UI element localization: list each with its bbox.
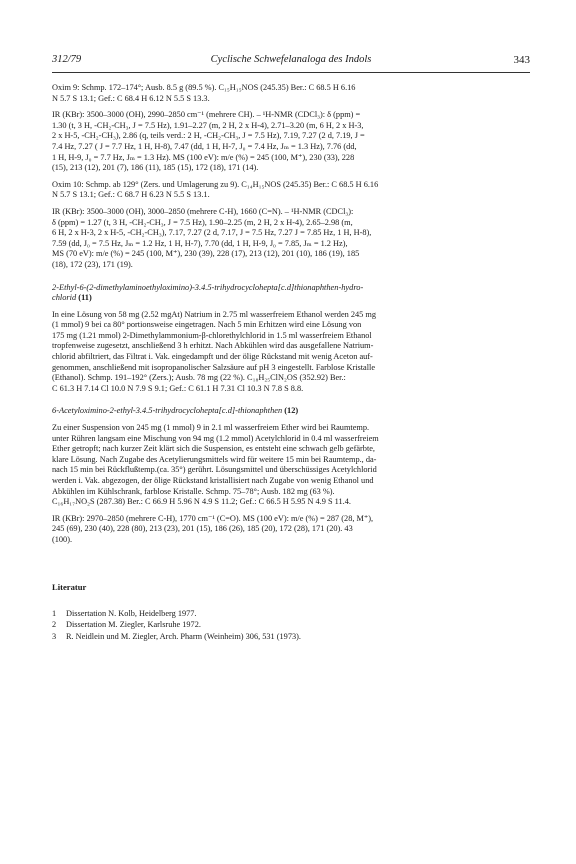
compound12-ir-line-1: IR (KBr): 2970–2850 (mehrere C-H), 1770 cm⁻¹ (C=O). MS (100 eV): m/e (%) = 287 (28, M⁺), (52, 513, 374, 523)
compound11-text-line-7: (Ethanol). Schmp. 191–192° (Zers.); Ausb. 78 mg (22 %). C₁₈H₂₅ClN₂OS (352.92) Ber.: (52, 373, 346, 383)
compound12-text-line-1: Zu einer Suspension von 245 mg (1 mmol) 9 in 2.1 ml wasserfreiem Ether wird bei Raumtemp. (52, 423, 370, 433)
compound11-text-line-4: tropfenweise zugesetzt, anschließend 3 h erhitzt. Nach Abkühlen wird das ausgefallene Natrium- (52, 341, 374, 351)
compound12-text-line-7: Abkühlen im Kühlschrank, farblose Kristalle. Schmp. 75–78°; Ausb. 182 mg (63 %). (52, 486, 335, 496)
compound12-text-line-5: nach 15 min bei Rückflußtemp.(ca. 35°) gerührt. Lösungsmittel und überschüssiges Acetylchlorid (52, 465, 377, 475)
reference-3 (52, 631, 530, 643)
compound12-title (52, 406, 530, 417)
reference-number: 2 (52, 620, 57, 630)
oxim10-ir-line-3: 6 H, 2 x H-3, 2 x H-5, -CH₂-CH₃), 7.17, 7.27 (2 d, 7.17, J = 7.5 Hz, 7.27 J = 7.85 Hz, 1 H, H-8), (52, 228, 372, 238)
reference-number: 1 (52, 608, 57, 618)
compound11-number: (11) (78, 293, 92, 303)
compound11-text-line-8: C 61.3 H 7.14 Cl 10.0 N 7.9 S 9.1; Gef.: C 61.1 H 7.31 Cl 10.3 N 7.8 S 8.8. (52, 383, 304, 393)
oxim10-ir-line-1: IR (KBr): 3500–3000 (OH), 3000–2850 (mehrere C-H), 1660 (C=N). – ¹H-NMR (CDCl₃): (52, 206, 354, 216)
oxim9-analysis-line-2: N 5.7 S 13.1; Gef.: C 68.4 H 6.12 N 5.5 S 13.3. (52, 93, 210, 103)
compound12-ir-line-3: (100). (52, 534, 73, 544)
journal-code: 312/79 (52, 54, 82, 65)
header-rule (52, 72, 530, 73)
oxim9-ir-line-1: IR (KBr): 3500–3000 (OH), 2990–2850 cm⁻¹ (mehrere CH). – ¹H-NMR (CDCl₃): δ (ppm) = (52, 110, 361, 120)
reference-number: 3 (52, 631, 57, 641)
compound12-title-text: 6-Acetyloximino-2-ethyl-3.4.5-trihydrocyclohepta[c.d]-thionaphthen (52, 406, 283, 416)
oxim9-ir-line-3: 2 x H-5, -CH₂-CH₃), 2.86 (q, teils verd.: 2 H, -CH₂-CH₃, J = 7.5 Hz), 7.19, 7.27 (2 d, 7.19, J = (52, 131, 365, 141)
compound11-text-line-3: 175 mg (1.21 mmol) 2-Dimethylammonium-β-chlorethylchlorid in 1.5 ml wasserfreiem Ethanol (52, 330, 372, 340)
compound12-text-line-8: C₁₆H₁₇NO₂S (287.38) Ber.: C 66.9 H 5.96 N 4.9 S 11.2; Gef.: C 66.5 H 5.95 N 4.9 S 11.4. (52, 497, 351, 507)
paper-page (52, 54, 530, 642)
reference-2 (52, 619, 530, 631)
oxim10-ir-line-5: MS (70 eV): m/e (%) = 245 (100, M⁺), 230 (39), 228 (17), 213 (12), 201 (10), 186 (19), 185 (52, 249, 360, 259)
compound12-text-line-3: Ether getropft; nach kurzer Zeit klärt sich die Suspension, es entsteht eine schwach gelb gefärbte, (52, 444, 376, 454)
literature-heading: Literatur (52, 581, 87, 592)
oxim10-ir-line-6: (18), 172 (23), 171 (19). (52, 259, 133, 269)
compound12-ir-line-2: 245 (69), 230 (40), 228 (80), 213 (23), 201 (15), 186 (26), 185 (20), 172 (28), 171 (20). 43 (52, 524, 353, 534)
compound11-title-line-1: 2-Ethyl-6-(2-dimethylaminoethyloximino)-3.4.5-trihydrocyclohepta[c.d]thionaphthen-hydro- (52, 282, 364, 292)
compound11-text-line-6: genommen, anschließend mit isopropanolischer Salzsäure auf pH 3 eingestellt. Farblose Kristalle (52, 362, 376, 372)
compound11-text-line-5: chlorid abfiltriert, das Filtrat i. Vak. eingedampft und der ölige Rückstand mit wenig Aceton auf- (52, 352, 373, 362)
compound11-title-line-2 (52, 293, 530, 304)
running-header (52, 54, 530, 68)
oxim9-ir-line-5: 1 H, H-9, J₀ = 7.7 Hz, Jₘ = 1.3 Hz). MS (100 eV): m/e (%) = 245 (100, M⁺), 230 (33), 228 (52, 152, 355, 162)
compound11-text-line-2: (1 mmol) 9 bei ca 80° portionsweise eingetragen. Nach 5 min Erhitzen wird eine Lösung von (52, 320, 362, 330)
reference-1 (52, 608, 530, 620)
oxim9-ir-line-2: 1.30 (t, 3 H, -CH₂-CH₃, J = 7.5 Hz), 1.91–2.27 (m, 2 H, 2 x H-4), 2.71–3.20 (m, 6 H, 2 x H-3, (52, 120, 364, 130)
compound12-text-line-2: unter Rühren langsam eine Mischung von 94 mg (1.2 mmol) Acetylchlorid in 0.4 ml wasserfreiem (52, 433, 379, 443)
oxim10-ir-line-2: δ (ppm) = 1.27 (t, 3 H, -CH₂-CH₃, J = 7.5 Hz), 1.90–2.25 (m, 2 H, 2 x H-4), 2.65–2.98 (m, (52, 217, 353, 227)
oxim9-analysis-line-1: Oxim 9: Schmp. 172–174°; Ausb. 8.5 g (89.5 %). C₁₅H₁₅NOS (245.35) Ber.: C 68.5 H 6.16 (52, 83, 356, 92)
reference-text: Dissertation N. Kolb, Heidelberg 1977. (66, 608, 197, 618)
oxim10-analysis-line-2: N 5.7 S 13.1; Gef.: C 68.7 H 6.23 N 5.5 S 13.1. (52, 190, 210, 200)
running-title: Cyclische Schwefelanaloga des Indols (210, 54, 372, 65)
reference-text: Dissertation M. Ziegler, Karlsruhe 1972. (66, 620, 201, 630)
oxim10-analysis-line-1: Oxim 10: Schmp. ab 129° (Zers. und Umlagerung zu 9). C₁₄H₁₅NOS (245.35) Ber.: C 68.5 H 6.16 (52, 179, 379, 189)
compound11-title-word: chlorid (52, 293, 77, 303)
compound11-text-line-1: In eine Lösung von 58 mg (2.52 mgAt) Natrium in 2.75 ml wasserfreiem Ethanol werden 245 mg (52, 309, 376, 319)
oxim9-ir-line-6: (15), 213 (12), 201 (7), 186 (11), 185 (15), 172 (18), 171 (14). (52, 163, 259, 173)
compound12-text-line-6: werden i. Vak. abgezogen, der ölige Rückstand kristallisiert nach Zugabe von wenig Ethanol und (52, 476, 374, 485)
oxim9-ir-line-4: 7.4 Hz, 7.27 ( J = 7.7 Hz, 1 H, H-8), 7.47 (dd, 1 H, H-7, J₀ = 7.4 Hz, Jₘ = 1.3 Hz), 7.76 (dd, (52, 141, 357, 151)
compound12-number: (12) (284, 406, 299, 416)
compound12-text-line-4: klare Lösung. Nach Zugabe des Acetylierungsmittels wird für weitere 15 min bei Raumtemp., da- (52, 454, 377, 464)
reference-text: R. Neidlein und M. Ziegler, Arch. Pharm (Weinheim) 306, 531 (1973). (66, 631, 301, 641)
oxim10-ir-line-4: 7.59 (dd, J₀ = 7.5 Hz, Jₘ = 1.2 Hz, 1 H, H-7), 7.70 (dd, 1 H, H-9, J₀ = 7.85, Jₘ = 1.2 Hz), (52, 238, 348, 248)
page-number: 343 (513, 54, 530, 66)
